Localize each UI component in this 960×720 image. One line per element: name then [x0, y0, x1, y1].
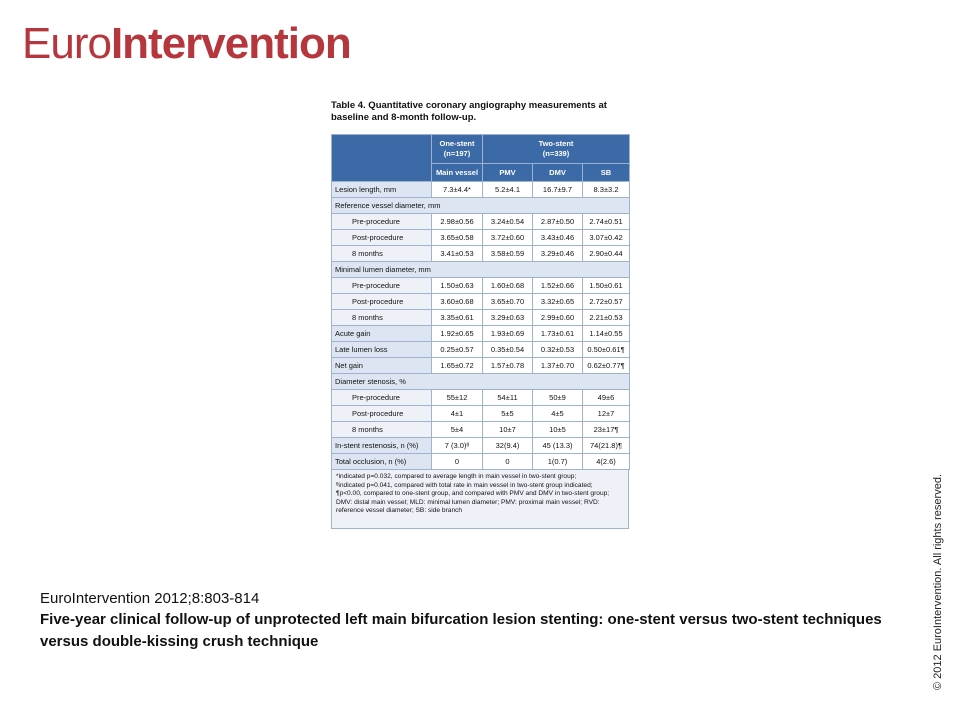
header-blank — [332, 135, 432, 182]
cell-value: 3.29±0.46 — [533, 246, 583, 262]
row-label: Acute gain — [332, 326, 432, 342]
row-label: Pre-procedure — [332, 214, 432, 230]
table-row — [332, 182, 630, 198]
cell-value: 0 — [483, 454, 533, 470]
table-row — [332, 342, 630, 358]
cell-value: 55±12 — [432, 390, 483, 406]
table-row — [332, 198, 630, 214]
header-dmv: DMV — [533, 164, 583, 182]
cell-value: 4±5 — [533, 406, 583, 422]
cell-value: 1.14±0.55 — [583, 326, 630, 342]
cell-value: 1(0.7) — [533, 454, 583, 470]
cell-value: 10±5 — [533, 422, 583, 438]
cell-value: 49±6 — [583, 390, 630, 406]
footnote-3: ¶p<0.00, compared to one-stent group, and compared with PMV and DMV in two-stent group; DMV: distal main vessel; MLD: minimal lumen diameter; PMV: proximal main vessel; RVD: reference vessel diameter; SB: side branch — [336, 490, 610, 515]
cell-value: 0.50±0.61¶ — [583, 342, 630, 358]
article-title: Five-year clinical follow-up of unprotected left main bifurcation lesion stenting: one-stent versus two-stent techniques versus double-kissing crush technique — [40, 611, 882, 650]
table-row — [332, 310, 630, 326]
cell-value: 3.29±0.63 — [483, 310, 533, 326]
cell-value: 10±7 — [483, 422, 533, 438]
row-label: Diameter stenosis, % — [332, 374, 630, 390]
table-row — [332, 214, 630, 230]
table-row — [332, 278, 630, 294]
citation: EuroIntervention 2012;8:803-814 — [40, 590, 260, 607]
cell-value: 1.52±0.66 — [533, 278, 583, 294]
cell-value: 2.98±0.56 — [432, 214, 483, 230]
qca-table — [331, 134, 630, 470]
row-label: Post-procedure — [332, 406, 432, 422]
cell-value: 45 (13.3) — [533, 438, 583, 454]
cell-value: 3.24±0.54 — [483, 214, 533, 230]
euro-intervention-logo — [22, 16, 351, 72]
cell-value: 1.92±0.65 — [432, 326, 483, 342]
cell-value: 1.65±0.72 — [432, 358, 483, 374]
row-label: 8 months — [332, 246, 432, 262]
cell-value: 0.62±0.77¶ — [583, 358, 630, 374]
footnote-2: ᶿindicated p=0.041, compared with total rate in main vessel in two-stent group indicated; — [336, 481, 593, 489]
cell-value: 32(9.4) — [483, 438, 533, 454]
cell-value: 5±4 — [432, 422, 483, 438]
table-row — [332, 246, 630, 262]
table-row — [332, 406, 630, 422]
row-label: Post-procedure — [332, 230, 432, 246]
cell-value: 1.50±0.61 — [583, 278, 630, 294]
row-label: Lesion length, mm — [332, 182, 432, 198]
table-row — [332, 438, 630, 454]
table-row — [332, 230, 630, 246]
cell-value: 3.35±0.61 — [432, 310, 483, 326]
row-label: In-stent restenosis, n (%) — [332, 438, 432, 454]
cell-value: 50±9 — [533, 390, 583, 406]
cell-value: 4±1 — [432, 406, 483, 422]
table-row — [332, 358, 630, 374]
cell-value: 2.74±0.51 — [583, 214, 630, 230]
table-row — [332, 454, 630, 470]
cell-value: 2.21±0.53 — [583, 310, 630, 326]
cell-value: 8.3±3.2 — [583, 182, 630, 198]
cell-value: 2.72±0.57 — [583, 294, 630, 310]
cell-value: 0.25±0.57 — [432, 342, 483, 358]
logo-part-intervention: Intervention — [110, 19, 351, 68]
cell-value: 3.07±0.42 — [583, 230, 630, 246]
header-two-stent: Two-stent (n=339) — [483, 135, 630, 164]
row-label: Reference vessel diameter, mm — [332, 198, 630, 214]
cell-value: 1.60±0.68 — [483, 278, 533, 294]
qca-table-figure — [331, 100, 629, 548]
table-row — [332, 326, 630, 342]
cell-value: 23±17¶ — [583, 422, 630, 438]
cell-value: 2.90±0.44 — [583, 246, 630, 262]
cell-value: 5.2±4.1 — [483, 182, 533, 198]
cell-value: 0.35±0.54 — [483, 342, 533, 358]
table-row — [332, 374, 630, 390]
cell-value: 2.87±0.50 — [533, 214, 583, 230]
header-one-stent: One-stent (n=197) — [432, 135, 483, 164]
cell-value: 54±11 — [483, 390, 533, 406]
cell-value: 7 (3.0)ᶿ — [432, 438, 483, 454]
table-row — [332, 422, 630, 438]
cell-value: 1.57±0.78 — [483, 358, 533, 374]
cell-value: 3.65±0.70 — [483, 294, 533, 310]
table-body — [332, 182, 630, 470]
row-label: Pre-procedure — [332, 278, 432, 294]
cell-value: 4(2.6) — [583, 454, 630, 470]
cell-value: 3.43±0.46 — [533, 230, 583, 246]
cell-value: 3.60±0.68 — [432, 294, 483, 310]
header-main-vessel: Main vessel — [432, 164, 483, 182]
footnote-1: *indicated p=0.032, compared to average length in main vessel in two-stent group; — [336, 473, 577, 480]
cell-value: 0 — [432, 454, 483, 470]
table-title: Table 4. Quantitative coronary angiography measurements at baseline and 8-month follow-up. — [331, 100, 607, 123]
cell-value: 74(21.8)¶ — [583, 438, 630, 454]
cell-value: 3.58±0.59 — [483, 246, 533, 262]
table-row — [332, 390, 630, 406]
cell-value: 3.72±0.60 — [483, 230, 533, 246]
cell-value: 5±5 — [483, 406, 533, 422]
cell-value: 3.65±0.58 — [432, 230, 483, 246]
cell-value: 12±7 — [583, 406, 630, 422]
table-row — [332, 262, 630, 278]
row-label: Minimal lumen diameter, mm — [332, 262, 630, 278]
cell-value: 1.50±0.63 — [432, 278, 483, 294]
row-label: Post-procedure — [332, 294, 432, 310]
cell-value: 1.73±0.61 — [533, 326, 583, 342]
cell-value: 1.37±0.70 — [533, 358, 583, 374]
row-label: 8 months — [332, 310, 432, 326]
row-label: 8 months — [332, 422, 432, 438]
row-label: Total occlusion, n (%) — [332, 454, 432, 470]
table-footnotes — [331, 470, 629, 529]
logo-part-euro: Euro — [22, 19, 111, 68]
cell-value: 16.7±9.7 — [533, 182, 583, 198]
row-label: Net gain — [332, 358, 432, 374]
table-row — [332, 294, 630, 310]
header-pmv: PMV — [483, 164, 533, 182]
cell-value: 0.32±0.53 — [533, 342, 583, 358]
cell-value: 3.41±0.53 — [432, 246, 483, 262]
copyright-notice: © 2012 EuroIntervention. All rights reserved. — [932, 474, 944, 690]
header-sb: SB — [583, 164, 630, 182]
cell-value: 7.3±4.4* — [432, 182, 483, 198]
cell-value: 1.93±0.69 — [483, 326, 533, 342]
cell-value: 2.99±0.60 — [533, 310, 583, 326]
cell-value: 3.32±0.65 — [533, 294, 583, 310]
row-label: Pre-procedure — [332, 390, 432, 406]
row-label: Late lumen loss — [332, 342, 432, 358]
